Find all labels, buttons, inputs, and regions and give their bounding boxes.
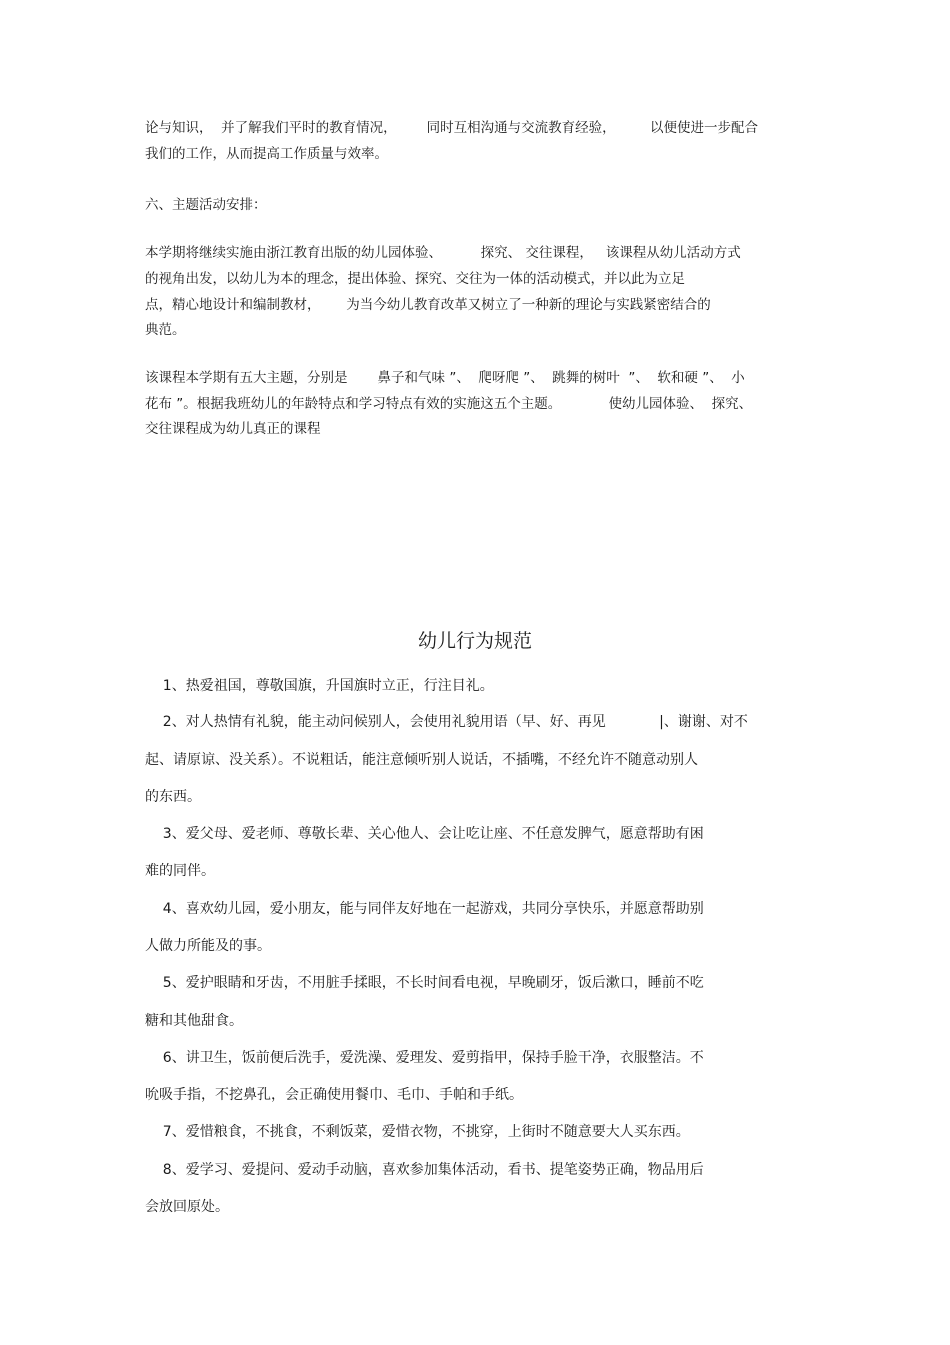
text-line: 典范。	[145, 322, 186, 338]
text-line: 该课程本学期有五大主题，分别是 鼻子和气味 ”、 爬呀爬 ”、 跳舞的树叶 ”、 软和硬 ”、 小	[145, 370, 745, 386]
list-item-continuation: 难的同伴。	[145, 863, 215, 879]
list-item: 8、爱学习、爱提问、爱动手动脑，喜欢参加集体活动，看书、提笔姿势正确，物品用后	[145, 1162, 704, 1178]
text-line: 交往课程成为幼儿真正的课程	[145, 421, 321, 437]
list-item: 4、喜欢幼儿园，爱小朋友，能与同伴友好地在一起游戏，共同分享快乐，并愿意帮助别	[145, 901, 704, 917]
text-line: 的视角出发，以幼儿为本的理念，提出体验、探究、交往为一体的活动模式，并以此为立足	[145, 271, 685, 287]
text-line: 点，精心地设计和编制教材， 为当今幼儿教育改革又树立了一种新的理论与实践紧密结合的	[145, 297, 711, 313]
list-item-continuation: 人做力所能及的事。	[145, 938, 271, 954]
text-line: 花布 ”。根据我班幼儿的年龄特点和学习特点有效的实施这五个主题。 使幼儿园体验、 探究、	[145, 396, 753, 412]
text-line: 论与知识， 并了解我们平时的教育情况， 同时互相沟通与交流教育经验， 以便使进一步配合	[145, 120, 758, 136]
list-item: 1、热爱祖国，尊敬国旗，升国旗时立正，行注目礼。	[145, 678, 494, 694]
list-item: 2、对人热情有礼貌，能主动问候别人，会使用礼貌用语（早、好、再见 |、谢谢、对不	[145, 714, 748, 730]
list-item: 5、爱护眼睛和牙齿，不用脏手揉眼，不长时间看电视，早晚刷牙，饭后漱口，睡前不吃	[145, 975, 704, 991]
list-item-continuation: 糖和其他甜食。	[145, 1013, 243, 1029]
text-line: 我们的工作，从而提高工作质量与效率。	[145, 146, 388, 162]
list-item: 3、爱父母、爱老师、尊敬长辈、关心他人、会让吃让座、不任意发脾气，愿意帮助有困	[145, 826, 704, 842]
section-heading: 六、主题活动安排：	[145, 197, 267, 213]
list-item-continuation: 会放回原处。	[145, 1199, 229, 1215]
page-title: 幼儿行为规范	[417, 630, 532, 652]
list-item: 6、讲卫生，饭前便后洗手，爱洗澡、爱理发、爱剪指甲，保持手脸干净，衣服整洁。不	[145, 1050, 704, 1066]
list-item-continuation: 吮吸手指，不挖鼻孔，会正确使用餐巾、毛巾、手帕和手纸。	[145, 1087, 523, 1103]
text-line: 本学期将继续实施由浙江教育出版的幼儿园体验、 探究、 交往课程， 该课程从幼儿活动方式	[145, 245, 741, 261]
list-item: 7、爱惜粮食，不挑食，不剩饭菜，爱惜衣物，不挑穿，上街时不随意要大人买东西。	[145, 1124, 690, 1140]
list-item-continuation: 起、请原谅、没关系）。不说粗话，能注意倾听别人说话，不插嘴，不经允许不随意动别人	[145, 752, 698, 768]
list-item-continuation: 的东西。	[145, 789, 201, 805]
